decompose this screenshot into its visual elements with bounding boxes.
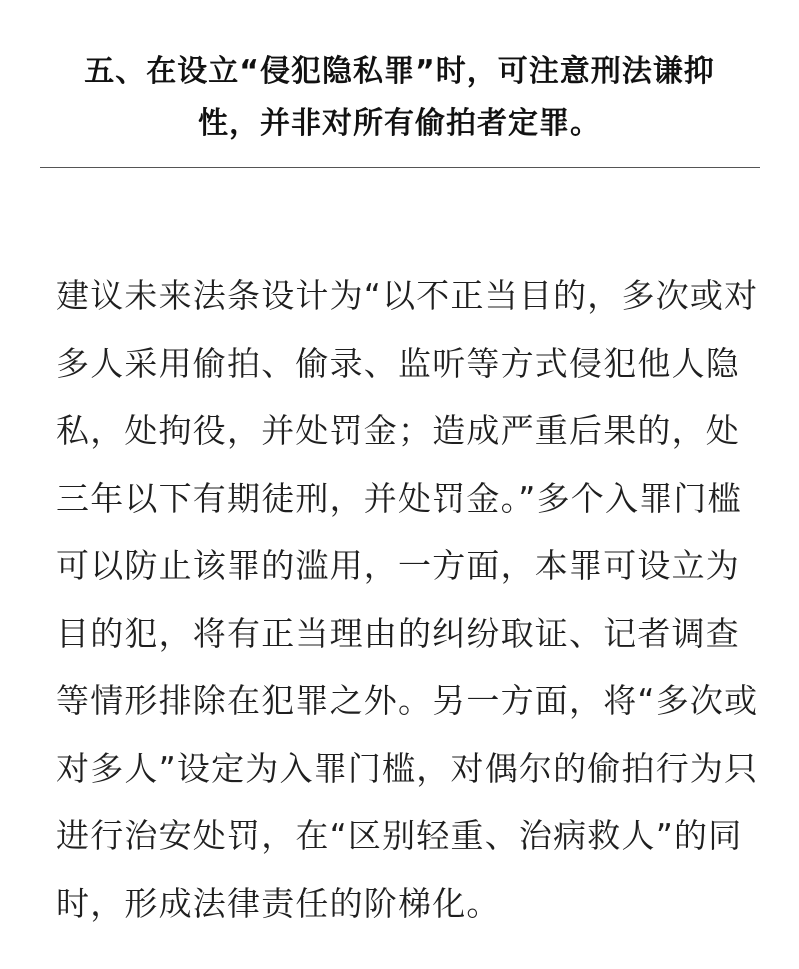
body-line: 时，形成法律责任的阶梯化。 [56, 883, 501, 923]
body-line: 对多人”设定为入罪门槛，对偶尔的偷拍行为只 [56, 748, 759, 788]
section-heading [0, 46, 799, 150]
body-paragraph [56, 262, 759, 937]
body-line: 进行治安处罚，在“区别轻重、治病救人”的同 [56, 816, 743, 855]
heading-divider [40, 167, 760, 168]
body-line: 三年以下有期徒刑，并处罚金。”多个入罪门槛 [56, 478, 742, 518]
body-line: 多人采用偷拍、偷录、监听等方式侵犯他人隐 [56, 343, 740, 383]
body-line: 目的犯，将有正当理由的纠纷取证、记者调查 [56, 613, 740, 653]
body-line: 私，处拘役，并处罚金；造成严重后果的，处 [56, 411, 740, 450]
heading-line-1: 五、在设立“侵犯隐私罪”时，可注意刑法谦抑 [84, 54, 715, 89]
heading-line-2: 性，并非对所有偷拍者定罪。 [198, 106, 601, 141]
body-line: 建议未来法条设计为“以不正当目的，多次或对 [56, 276, 759, 315]
body-line: 可以防止该罪的滥用，一方面，本罪可设立为 [56, 546, 740, 585]
body-line: 等情形排除在犯罪之外。另一方面，将“多次或 [56, 681, 759, 720]
